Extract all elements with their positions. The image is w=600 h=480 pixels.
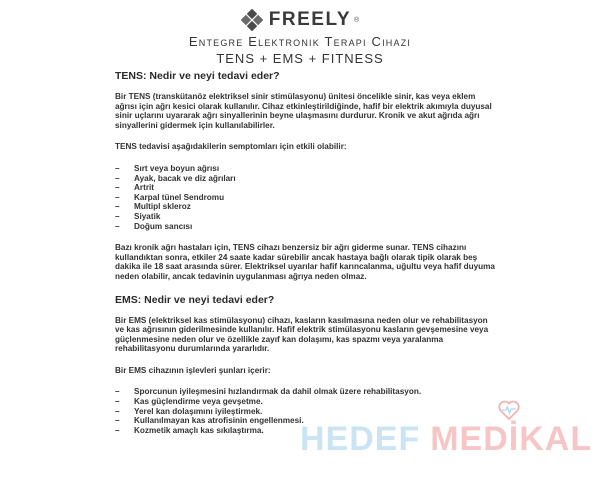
heart-icon (498, 400, 520, 420)
list-item: – Artrit (115, 183, 155, 193)
registered-mark: ® (354, 16, 360, 24)
freely-logo-icon (241, 9, 263, 31)
tens-paragraph-1: Bir TENS (transkütanöz elektriksel sinir stimülasyonu) ünitesi öncelikle sinir, kas veya eklem ağrısı için ağrı kesici olarak kullanılır. Cihaz etkinleştirildiğinde, hafif bir elektrik akımıyla duyusal sinir uçlarını uyararak ağrı sinyallerinin beyne ulaşmasını durdurur. Kronik ve akut ağrıda ağrı sinyallerini gidermek için kullanılabilirler. (115, 92, 492, 130)
brand-header (0, 9, 600, 31)
list-item: – Doğum sancısı (115, 221, 193, 231)
document-body (115, 70, 495, 435)
list-item: – Sırt veya boyun ağrısı (115, 163, 220, 173)
ems-paragraph-1: Bir EMS (elektriksel kas stimülasyonu) cihazı, kasların kasılmasına neden olur ve rehabilitasyon ve kas ağrısının giderilmesinde kullanılır. Hafif elektrik stimülasyonu kasların gevşemesine veya güçlenmesine neden olur ve özellikle zayıf kan dolaşımı, kas spazmı veya yaralanma rehabilitasyonu durumlarında yararlıdır. (115, 315, 489, 354)
watermark-word-medikal: MEDİKAL (430, 420, 593, 458)
watermark-word-hedef: HEDEF (300, 420, 421, 458)
device-subtitle: Entegre Elektronik Terapi Cihazı (188, 34, 412, 49)
product-line: TENS + EMS + FITNESS (216, 51, 384, 66)
brand-name: FREELY (268, 9, 352, 30)
list-item: – Ayak, bacak ve diz ağrıları (115, 173, 236, 183)
list-item: – Kozmetik amaçlı kas sıkılaştırma. (115, 425, 264, 435)
tens-paragraph-2: Bazı kronik ağrı hastaları için, TENS cihazı benzersiz bir ağrı giderme sunar. TENS cihazını kullandıktan sonra, etkiler 24 saate kadar sürebilir ancak hastaya bağlı olarak tipik olarak beş dakika ile 18 saat arasında sürer. Elektriksel uyarılar hafif karıncalanma, uğultu veya hafif duyuma neden olabilir, ancak tedavinin uygulanması ağrıya neden olmaz. (115, 243, 495, 281)
tens-heading: TENS: Nedir ve neyi tedavi eder? (115, 70, 280, 82)
list-item: – Karpal tünel Sendromu (115, 192, 225, 202)
tens-list-intro: TENS tedavisi aşağıdakilerin semptomları için etkili olabilir: (115, 142, 347, 152)
hedef-medikal-watermark (300, 396, 600, 456)
list-item: – Kas güçlendirme veya gevşetme. (115, 397, 263, 407)
list-item: – Yerel kan dolaşımını iyileştirmek. (115, 406, 263, 416)
list-item: – Sporcunun iyileşmesini hızlandırmak da dahil olmak üzere rehabilitasyon. (115, 387, 422, 397)
tens-symptom-list (115, 164, 495, 231)
list-item: – Kullanılmayan kas atrofisinin engellenmesi. (115, 416, 304, 426)
list-item: – Multipl skleroz (115, 202, 191, 212)
ems-list-intro: Bir EMS cihazının işlevleri şunları içerir: (115, 365, 271, 375)
list-item: – Siyatik (115, 211, 161, 221)
ems-heading: EMS: Nedir ve neyi tedavi eder? (115, 293, 275, 306)
